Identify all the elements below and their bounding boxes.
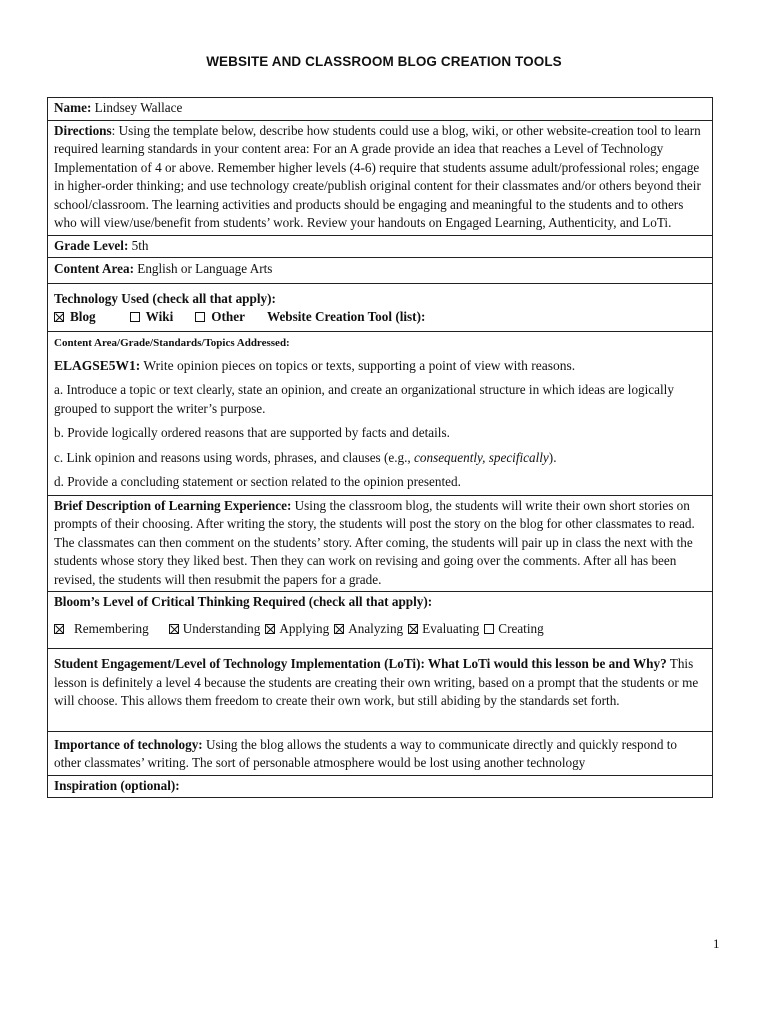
blooms-options xyxy=(54,620,706,639)
standard-code-text: Write opinion pieces on topics or texts, supporting a point of view with reasons. xyxy=(140,357,576,373)
importance-cell xyxy=(48,731,713,775)
standard-code: ELAGSE5W1: xyxy=(54,357,141,373)
grade-level-label: Grade Level: xyxy=(54,237,129,253)
inspiration-row xyxy=(48,775,713,798)
standard-c-text: c. Link opinion and reasons using words, phrases, and clauses (e.g., xyxy=(54,449,415,465)
understanding-checkbox[interactable] xyxy=(169,624,179,634)
technology-label: Technology Used (check all that apply): xyxy=(54,290,276,306)
wiki-checkbox[interactable] xyxy=(130,312,140,322)
importance-text: Using the blog allows the students a way to communicate directly and quickly respond to other classmates’ writing. The sort of personable atmosphere would be lost using another technology xyxy=(54,736,677,770)
description-label: Brief Description of Learning Experience: xyxy=(54,497,292,513)
applying-checkbox[interactable] xyxy=(265,624,275,634)
analyzing-checkbox[interactable] xyxy=(334,624,344,634)
directions-label: Directions xyxy=(54,122,112,138)
technology-row xyxy=(48,283,713,331)
engagement-row xyxy=(48,649,713,732)
description-cell xyxy=(48,495,713,592)
remembering-option[interactable] xyxy=(54,620,149,639)
standard-c-italic: consequently, specifically xyxy=(414,449,549,465)
creating-option[interactable] xyxy=(484,620,543,639)
directions-text: : Using the template below, describe how students could use a blog, wiki, or other website-creation tool to learn required learning standards in your content area: For an A grade provide an idea that reaches a Level of Technology Implementation of 4 or above. Remember higher levels (4-6) require that students assume adult/professional roles; engage in higher-order thinking; and use technology create/publish original content for their classmates and/or others beyond their school/classroom. The learning activities and products should be engaging and meaningful to the students and to others who will view/use/benefit from students’ work. Review your handouts on Engaged Learning, Authenticity, and LoTi. xyxy=(54,122,701,230)
wiki-option[interactable] xyxy=(130,308,174,327)
directions-cell xyxy=(48,120,713,235)
name-cell xyxy=(48,98,713,121)
document-title: WEBSITE AND CLASSROOM BLOG CREATION TOOLS xyxy=(206,54,562,69)
description-row xyxy=(48,495,713,592)
engagement-cell xyxy=(48,649,713,732)
content-area-row xyxy=(48,258,713,284)
grade-level-value: 5th xyxy=(131,237,149,253)
remembering-label: Remembering xyxy=(74,620,149,636)
standard-c-end: ). xyxy=(548,449,557,465)
creating-label: Creating xyxy=(498,620,544,636)
lesson-plan-form xyxy=(47,97,713,798)
name-label: Name: xyxy=(54,100,92,115)
blooms-cell xyxy=(48,592,713,649)
technology-options xyxy=(54,308,706,327)
analyzing-option[interactable] xyxy=(334,620,403,639)
inspiration-cell xyxy=(48,775,713,798)
evaluating-checkbox[interactable] xyxy=(408,624,418,634)
evaluating-option[interactable] xyxy=(408,620,479,639)
evaluating-label: Evaluating xyxy=(422,620,480,636)
standard-a: a. Introduce a topic or text clearly, state an opinion, and create an organizational structure in which ideas are logically grouped to support the writer’s purpose. xyxy=(54,382,674,416)
other-checkbox[interactable] xyxy=(195,312,205,322)
other-option-label: Other xyxy=(211,309,245,324)
blog-option[interactable] xyxy=(54,308,96,327)
content-area-label: Content Area: xyxy=(54,261,134,276)
analyzing-label: Analyzing xyxy=(348,620,404,636)
description-text: Using the classroom blog, the students will write their own short stories on prompts of their choosing. After writing the story, the students will post the story on the blog for other classmates to read. The classmates can then comment on the students’ story. After coming, the students will pair up in class the next with the students whose story they liked best. Then they can work on revising and going over the comments. After all has been revised, the students will then resubmit the papers for a grade. xyxy=(54,497,695,587)
importance-row xyxy=(48,731,713,775)
remembering-checkbox[interactable] xyxy=(54,624,64,634)
other-option[interactable] xyxy=(195,308,245,327)
standard-b: b. Provide logically ordered reasons that are supported by facts and details. xyxy=(54,425,450,440)
standards-label: Content Area/Grade/Standards/Topics Addressed: xyxy=(54,336,290,349)
blog-checkbox[interactable] xyxy=(54,312,64,322)
blog-option-label: Blog xyxy=(70,309,96,324)
content-area-cell xyxy=(48,258,713,284)
grade-level-row xyxy=(48,235,713,258)
directions-row xyxy=(48,120,713,235)
applying-option[interactable] xyxy=(265,620,329,639)
standards-cell xyxy=(48,331,713,495)
standards-row xyxy=(48,331,713,495)
engagement-label: Student Engagement/Level of Technology Implementation (LoTi): What LoTi would this lesson be and Why? xyxy=(54,656,667,671)
creating-checkbox[interactable] xyxy=(484,624,494,634)
name-row xyxy=(48,98,713,121)
grade-level-cell xyxy=(48,235,713,258)
understanding-option[interactable] xyxy=(169,620,261,639)
wiki-option-label: Wiki xyxy=(145,309,174,324)
engagement-text: This lesson is definitely a level 4 because the students are creating their own writing, based on a prompt that the students or me will choose. This allows them freedom to create their own work, but still abiding by the standards set forth. xyxy=(54,656,699,708)
blooms-label: Bloom’s Level of Critical Thinking Required (check all that apply): xyxy=(54,594,433,609)
blooms-row xyxy=(48,592,713,649)
inspiration-label: Inspiration (optional): xyxy=(54,777,180,793)
name-value: Lindsey Wallace xyxy=(94,100,183,115)
website-tool-label: Website Creation Tool (list): xyxy=(266,309,426,324)
technology-cell xyxy=(48,283,713,331)
page-number: 1 xyxy=(713,936,720,951)
importance-label: Importance of technology: xyxy=(54,736,203,752)
applying-label: Applying xyxy=(279,620,330,636)
content-area-value: English or Language Arts xyxy=(137,261,273,276)
understanding-label: Understanding xyxy=(182,620,261,636)
standard-d: d. Provide a concluding statement or section related to the opinion presented. xyxy=(54,474,461,489)
